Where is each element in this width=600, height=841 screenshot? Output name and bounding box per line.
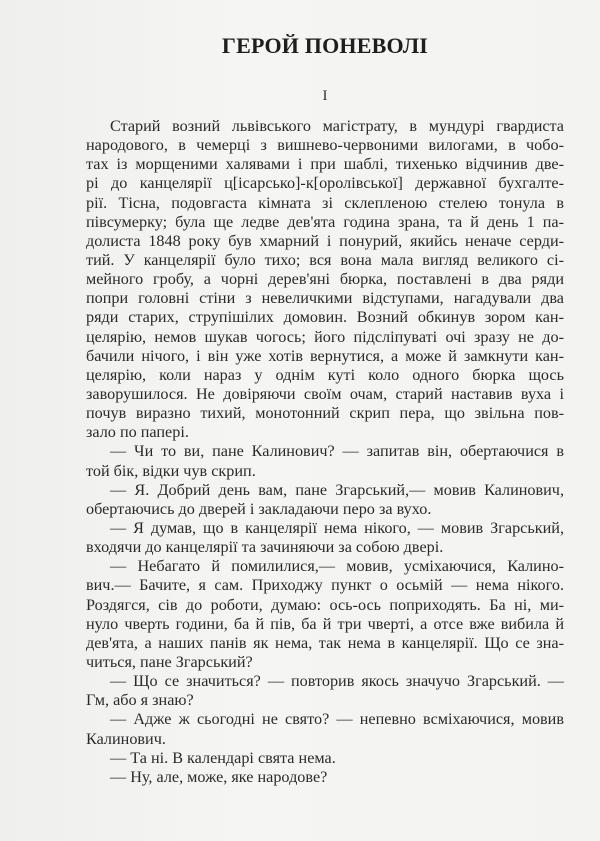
text-line: рі до канцелярії ц[ісарсько]-к[оролівської] державної бухгалте- [86, 174, 564, 193]
text-line: мейного гробу, а чорні дерев'яні бюрка, поставлені в два ряди [86, 270, 564, 289]
text-line: заворушилося. Не довіряючи своїм очам, старий наставив вуха і [86, 384, 564, 403]
text-line: — Адже ж сьогодні не свято? — непевно всміхаючися, мовив [110, 710, 564, 729]
text-line: рії. Тісна, подовгаста кімната зі склепленою стелею тонула в [86, 193, 564, 212]
text-line: народового, в чемерці з вишнево-червоними вилогами, в чобо- [86, 136, 564, 155]
text-line: ряди старих, струпішілих домовин. Возний обкинув зором кан- [86, 308, 564, 327]
text-line: обертаючись до дверей і закладаючи перо за вухо. [86, 499, 432, 518]
text-line: бачили нічого, і він уже хотів вернутися, а може й замкнути кан- [86, 346, 564, 365]
text-line: целярію, немов шукав чогось; його підсліпуваті очі зразу не до- [86, 327, 564, 346]
text-line: той бік, відки чув скрип. [86, 461, 256, 480]
story-title: ГЕРОЙ ПОНЕВОЛІ [221, 33, 429, 58]
text-line: Калинович. [86, 729, 166, 748]
text-line: вич.— Бачите, я сам. Приходжу пункт о осьмій — нема нікого. [86, 576, 564, 595]
text-line: зало по папері. [86, 423, 189, 442]
text-line: почув виразно тихий, монотонний скрип пера, що звільна пов- [86, 404, 564, 423]
text-line: — Чи то ви, пане Калинович? — запитав він, обертаючися в [110, 442, 564, 461]
chapter-number: I [322, 88, 328, 104]
body-text [86, 117, 564, 787]
text-line: дев'ята, а наших панів як нема, так нема в канцелярії. Що се зна- [86, 633, 564, 652]
text-line: Роздягся, сів до роботи, думаю: ось-ось поприходять. Ба ні, ми- [86, 595, 564, 614]
text-line: — Та ні. В календарі свята нема. [110, 748, 336, 767]
text-line: Старий возний львівського магістрату, в мундурі гвардиста [110, 117, 564, 135]
text-line: Гм, або я знаю? [86, 691, 194, 710]
text-line: — Що се значиться? — повторив якось значучо Згарський. — [110, 672, 564, 691]
text-line: — Ну, але, може, яке народове? [110, 767, 328, 786]
text-line: півсумерку; була ще ледве дев'ята година зрана, та й день 1 па- [86, 212, 564, 231]
text-line: тий. У канцелярії було тихо; вся вона мала вигляд великого сі- [86, 250, 564, 269]
text-line: целярію, коли нараз у однім куті коло одного бюрка щось [86, 365, 564, 384]
text-line: нуло чверть години, ба й пів, ба й три чверті, а отсе вже вибила й [86, 614, 564, 633]
text-line: — Я думав, що в канцелярії нема нікого, — мовив Згарський, [110, 518, 564, 537]
text-line: входячи до канцелярії та зачиняючи за собою двері. [86, 538, 444, 557]
text-line: — Небагато й помилилися,— мовив, усміхаючися, Калино- [110, 557, 564, 576]
text-line: тах із морщеними халявами і при шаблі, тихенько відчинив две- [86, 155, 564, 174]
text-line: читься, пане Згарський? [86, 652, 253, 671]
text-line: долиста 1848 року був хмарний і понурий, якийсь неначе серди- [86, 231, 564, 250]
text-line: попри головні стіни з невеличкими відступами, нагадували два [86, 289, 564, 308]
text-line: — Я. Добрий день вам, пане Згарський,— мовив Калинович, [110, 480, 564, 499]
